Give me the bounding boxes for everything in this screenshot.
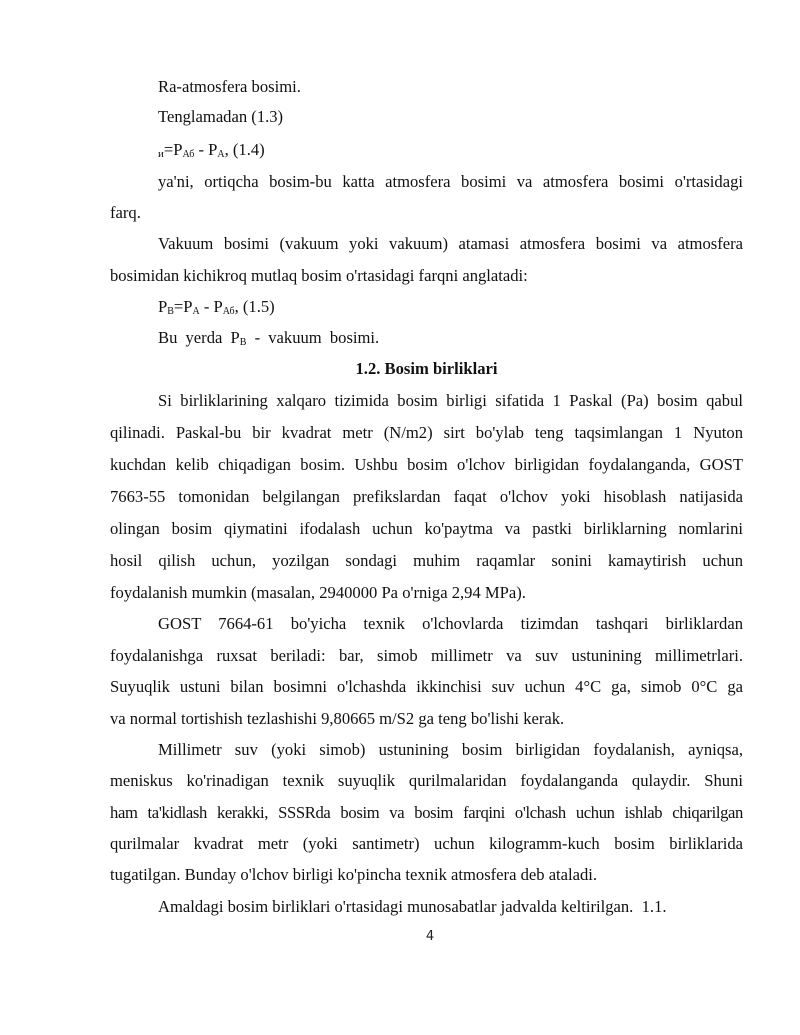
formula-subscript: В xyxy=(167,306,174,317)
text-part: - vakuum bosimi. xyxy=(246,328,380,347)
text-part: Bu yerda P xyxy=(158,328,240,347)
paragraph-line: hosil qilish uchun, yozilgan sondagi muhim raqamlar sonini kamaytirish uchun xyxy=(110,551,743,570)
formula-part: P xyxy=(158,297,168,316)
paragraph-line: kuchdan kelib chiqadigan bosim. Ushbu bosim o'lchov birligidan foydalanganda, GOST xyxy=(110,455,743,474)
formula-subscript: Аб xyxy=(182,149,195,160)
formula-part: - P xyxy=(199,297,223,316)
text-line: Ra-atmosfera bosimi. xyxy=(158,77,301,96)
paragraph-line: ham ta'kidlash kerakki, SSSRda bosim va bosim farqini o'lchash uchun ishlab chiqarilgan xyxy=(110,803,743,822)
paragraph-line: qurilmalar kvadrat metr (yoki santimetr) uchun kilogramm-kuch bosim birliklarida xyxy=(110,834,743,853)
text-line xyxy=(158,328,379,348)
formula-1-5 xyxy=(158,297,275,317)
paragraph-line: va normal tortishish tezlashishi 9,80665 m/S2 ga teng bo'lishi kerak. xyxy=(110,709,565,728)
paragraph-line: Amaldagi bosim birliklari o'rtasidagi munosabatlar jadvalda keltirilgan. 1.1. xyxy=(158,897,667,916)
formula-symbol: и xyxy=(158,148,164,160)
paragraph-line: Si birliklarining xalqaro tizimida bosim birligi sifatida 1 Paskal (Pa) bosim qabul xyxy=(158,391,743,410)
text-line: farq. xyxy=(110,203,141,222)
formula-subscript: А xyxy=(192,306,200,317)
formula-part: , (1.4) xyxy=(224,140,265,159)
paragraph-line: foydalanish mumkin (masalan, 2940000 Pa o'rniga 2,94 MPa). xyxy=(110,583,526,602)
formula-1-4 xyxy=(158,140,265,164)
paragraph-line: meniskus ko'rinadigan texnik suyuqlik qurilmalaridan foydalanganda qulaydir. Shuni xyxy=(110,771,743,790)
paragraph-line: foydalanishga ruxsat beriladi: bar, simob millimetr va suv ustunining millimetrlari. xyxy=(110,646,743,665)
paragraph-line: Suyuqlik ustuni bilan bosimni o'lchashda ikkinchisi suv uchun 4°C ga, simob 0°C ga xyxy=(110,677,743,696)
formula-subscript: Аб xyxy=(222,306,235,317)
formula-part: - P xyxy=(194,140,218,159)
text-line: ya'ni, ortiqcha bosim-bu katta atmosfera bosimi va atmosfera bosimi o'rtasidagi xyxy=(158,172,743,191)
paragraph-line: tugatilgan. Bunday o'lchov birligi ko'pincha texnik atmosfera deb ataladi. xyxy=(110,865,598,884)
formula-subscript: В xyxy=(239,337,247,348)
paragraph-line: qilinadi. Paskal-bu bir kvadrat metr (N/m2) sirt bo'ylab teng taqsimlangan 1 Nyuton xyxy=(110,423,743,442)
text-line: Vakuum bosimi (vakuum yoki vakuum) atamasi atmosfera bosimi va atmosfera xyxy=(158,234,743,253)
text-line: Tenglamadan (1.3) xyxy=(158,107,284,126)
text-line: bosimidan kichikroq mutlaq bosim o'rtasidagi farqni anglatadi: xyxy=(110,266,528,285)
section-heading: 1.2. Bosim birliklari xyxy=(355,359,498,378)
formula-part: , (1.5) xyxy=(234,297,275,316)
paragraph-line: olingan bosim qiymatini ifodalash uchun ko'paytma va pastki birliklarning nomlarini xyxy=(110,519,743,538)
formula-part: =P xyxy=(173,297,193,316)
paragraph-line: 7663-55 tomonidan belgilangan prefikslardan faqat o'lchov yoki hisoblash natijasida xyxy=(110,487,743,506)
page-number: 4 xyxy=(425,929,435,944)
paragraph-line: Millimetr suv (yoki simob) ustunining bosim birligidan foydalanish, ayniqsa, xyxy=(158,740,743,759)
paragraph-line: GOST 7664-61 bo'yicha texnik o'lchovlarda tizimdan tashqari birliklardan xyxy=(158,614,743,633)
formula-part: =P xyxy=(163,140,183,159)
formula-subscript: А xyxy=(217,149,225,160)
